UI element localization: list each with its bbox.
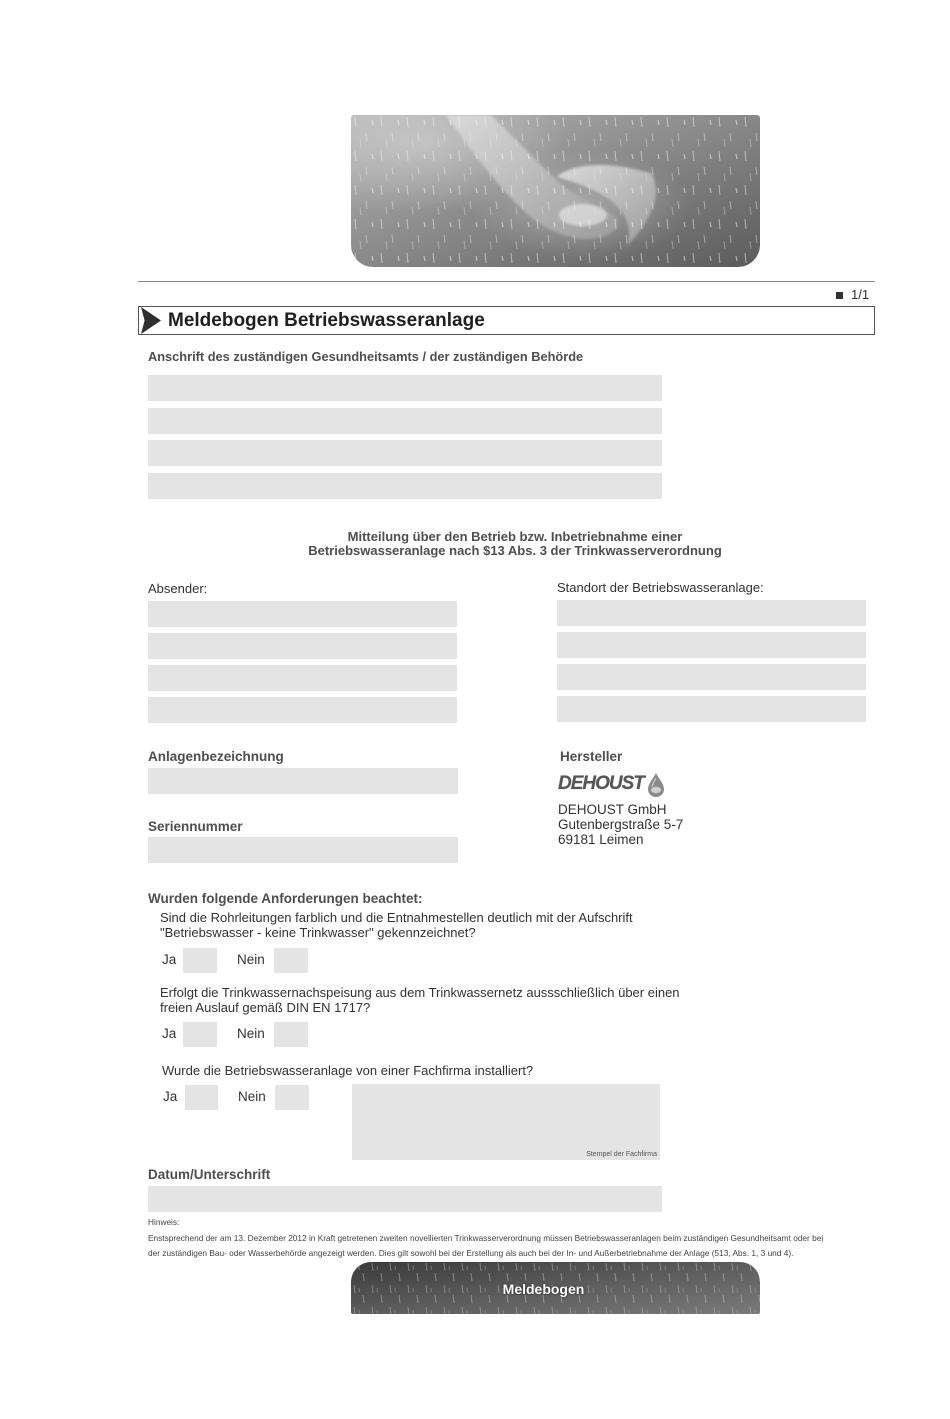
page-indicator: 1/1 (851, 287, 870, 302)
company-stamp-area (352, 1084, 660, 1160)
requirements-heading: Wurden folgende Anforderungen beachtet: (148, 891, 423, 906)
footnote-label: Hinweis: (148, 1217, 180, 1227)
footnote-line-1: Enstsprechend der am 13. Dezember 2012 in Kraft getretenen zweiten novellierten Trinkwasserverordnung müssen Betriebswasseranlagen beim zuständigen Gesundheitsamt oder bei (148, 1232, 824, 1243)
footer-banner (351, 1262, 760, 1314)
location-line-4[interactable] (557, 696, 866, 722)
serial-number-label: Seriennummer (148, 819, 243, 834)
question-3-text (162, 1063, 533, 1078)
system-name-field[interactable] (148, 768, 458, 794)
question-3-no-checkbox[interactable] (275, 1085, 309, 1110)
notice-heading (215, 530, 815, 558)
manufacturer-logo (558, 771, 668, 799)
location-line-3[interactable] (557, 664, 866, 690)
question-2-no-label: Nein (237, 1026, 265, 1041)
manufacturer-city: 69181 Leimen (558, 832, 644, 847)
question-3-no-label: Nein (238, 1089, 266, 1104)
banner-label: Meldebogen (502, 1281, 585, 1297)
footnote (148, 1215, 823, 1262)
page-title: Meldebogen Betriebswasseranlage (168, 310, 485, 331)
sender-line-1[interactable] (148, 601, 457, 627)
question-3-yes-checkbox[interactable] (185, 1085, 218, 1110)
question-2-line-1: Erfolgt die Trinkwassernachspeisung aus dem Trinkwassernetz aussschließlich über einen (160, 985, 680, 1000)
arrow-right-icon (141, 307, 161, 334)
question-1-line-1: Sind die Rohrleitungen farblich und die Entnahmestellen deutlich mit der Aufschrift (160, 910, 633, 925)
date-signature-field[interactable] (148, 1186, 662, 1212)
serial-number-field[interactable] (148, 837, 458, 863)
title-bar (138, 306, 875, 335)
sender-line-4[interactable] (148, 697, 457, 723)
sender-line-3[interactable] (148, 665, 457, 691)
manufacturer-label: Hersteller (560, 749, 623, 764)
authority-address-line-2[interactable] (148, 408, 662, 434)
location-line-1[interactable] (557, 600, 866, 626)
notice-line-1: Mitteilung über den Betrieb bzw. Inbetriebnahme einer (347, 529, 683, 544)
notice-line-2: Betriebswasseranlage nach $13 Abs. 3 der Trinkwasserverordnung (308, 543, 722, 558)
manufacturer-address (558, 802, 683, 847)
logo-text: DEHOUST (558, 773, 644, 794)
square-icon (836, 292, 843, 299)
water-drop-icon (646, 772, 666, 798)
question-1-no-checkbox[interactable] (274, 948, 308, 973)
sender-line-2[interactable] (148, 633, 457, 659)
location-line-2[interactable] (557, 632, 866, 658)
stamp-caption: Stempel der Fachfirma (586, 1151, 657, 1158)
location-label: Standort der Betriebswasseranlage: (557, 580, 764, 595)
authority-address-label: Anschrift des zuständigen Gesundheitsamts / der zuständigen Behörde (148, 349, 584, 364)
manufacturer-street: Gutenbergstraße 5-7 (558, 817, 684, 832)
question-1-yes-checkbox[interactable] (183, 948, 217, 973)
question-2-text (160, 985, 680, 1015)
authority-address-line-4[interactable] (148, 473, 662, 499)
question-3-yes-label: Ja (163, 1089, 178, 1104)
header-rule (138, 281, 875, 282)
question-1-no-label: Nein (237, 952, 265, 967)
question-2-yes-checkbox[interactable] (183, 1022, 217, 1047)
authority-address-line-1[interactable] (148, 375, 662, 401)
system-name-label: Anlagenbezeichnung (148, 749, 284, 764)
authority-address-line-3[interactable] (148, 440, 662, 466)
question-2-no-checkbox[interactable] (274, 1022, 308, 1047)
footnote-line-2: der zuständigen Bau- oder Wasserbehörde angezeigt werden. Dies gilt sowohl bei der Erstellung als auch bei der In- und Außerbetriebnahme der Anlage (513, Abs. 1, 3 und 4). (148, 1248, 794, 1258)
manufacturer-name: DEHOUST GmbH (558, 802, 667, 817)
question-3-line-1: Wurde die Betriebswasseranlage von einer Fachfirma installiert? (162, 1063, 534, 1078)
question-1-line-2: "Betriebswasser - keine Trinkwasser" gekennzeichnet? (160, 925, 476, 940)
question-2-yes-label: Ja (162, 1026, 177, 1041)
question-2-line-2: freien Auslauf gemäß DIN EN 1717? (160, 1000, 371, 1015)
hands-in-rain-photo (351, 115, 760, 267)
sender-label: Absender: (148, 581, 208, 596)
question-1-yes-label: Ja (162, 952, 177, 967)
signature-label: Datum/Unterschrift (148, 1167, 271, 1182)
question-1-text (160, 910, 633, 940)
